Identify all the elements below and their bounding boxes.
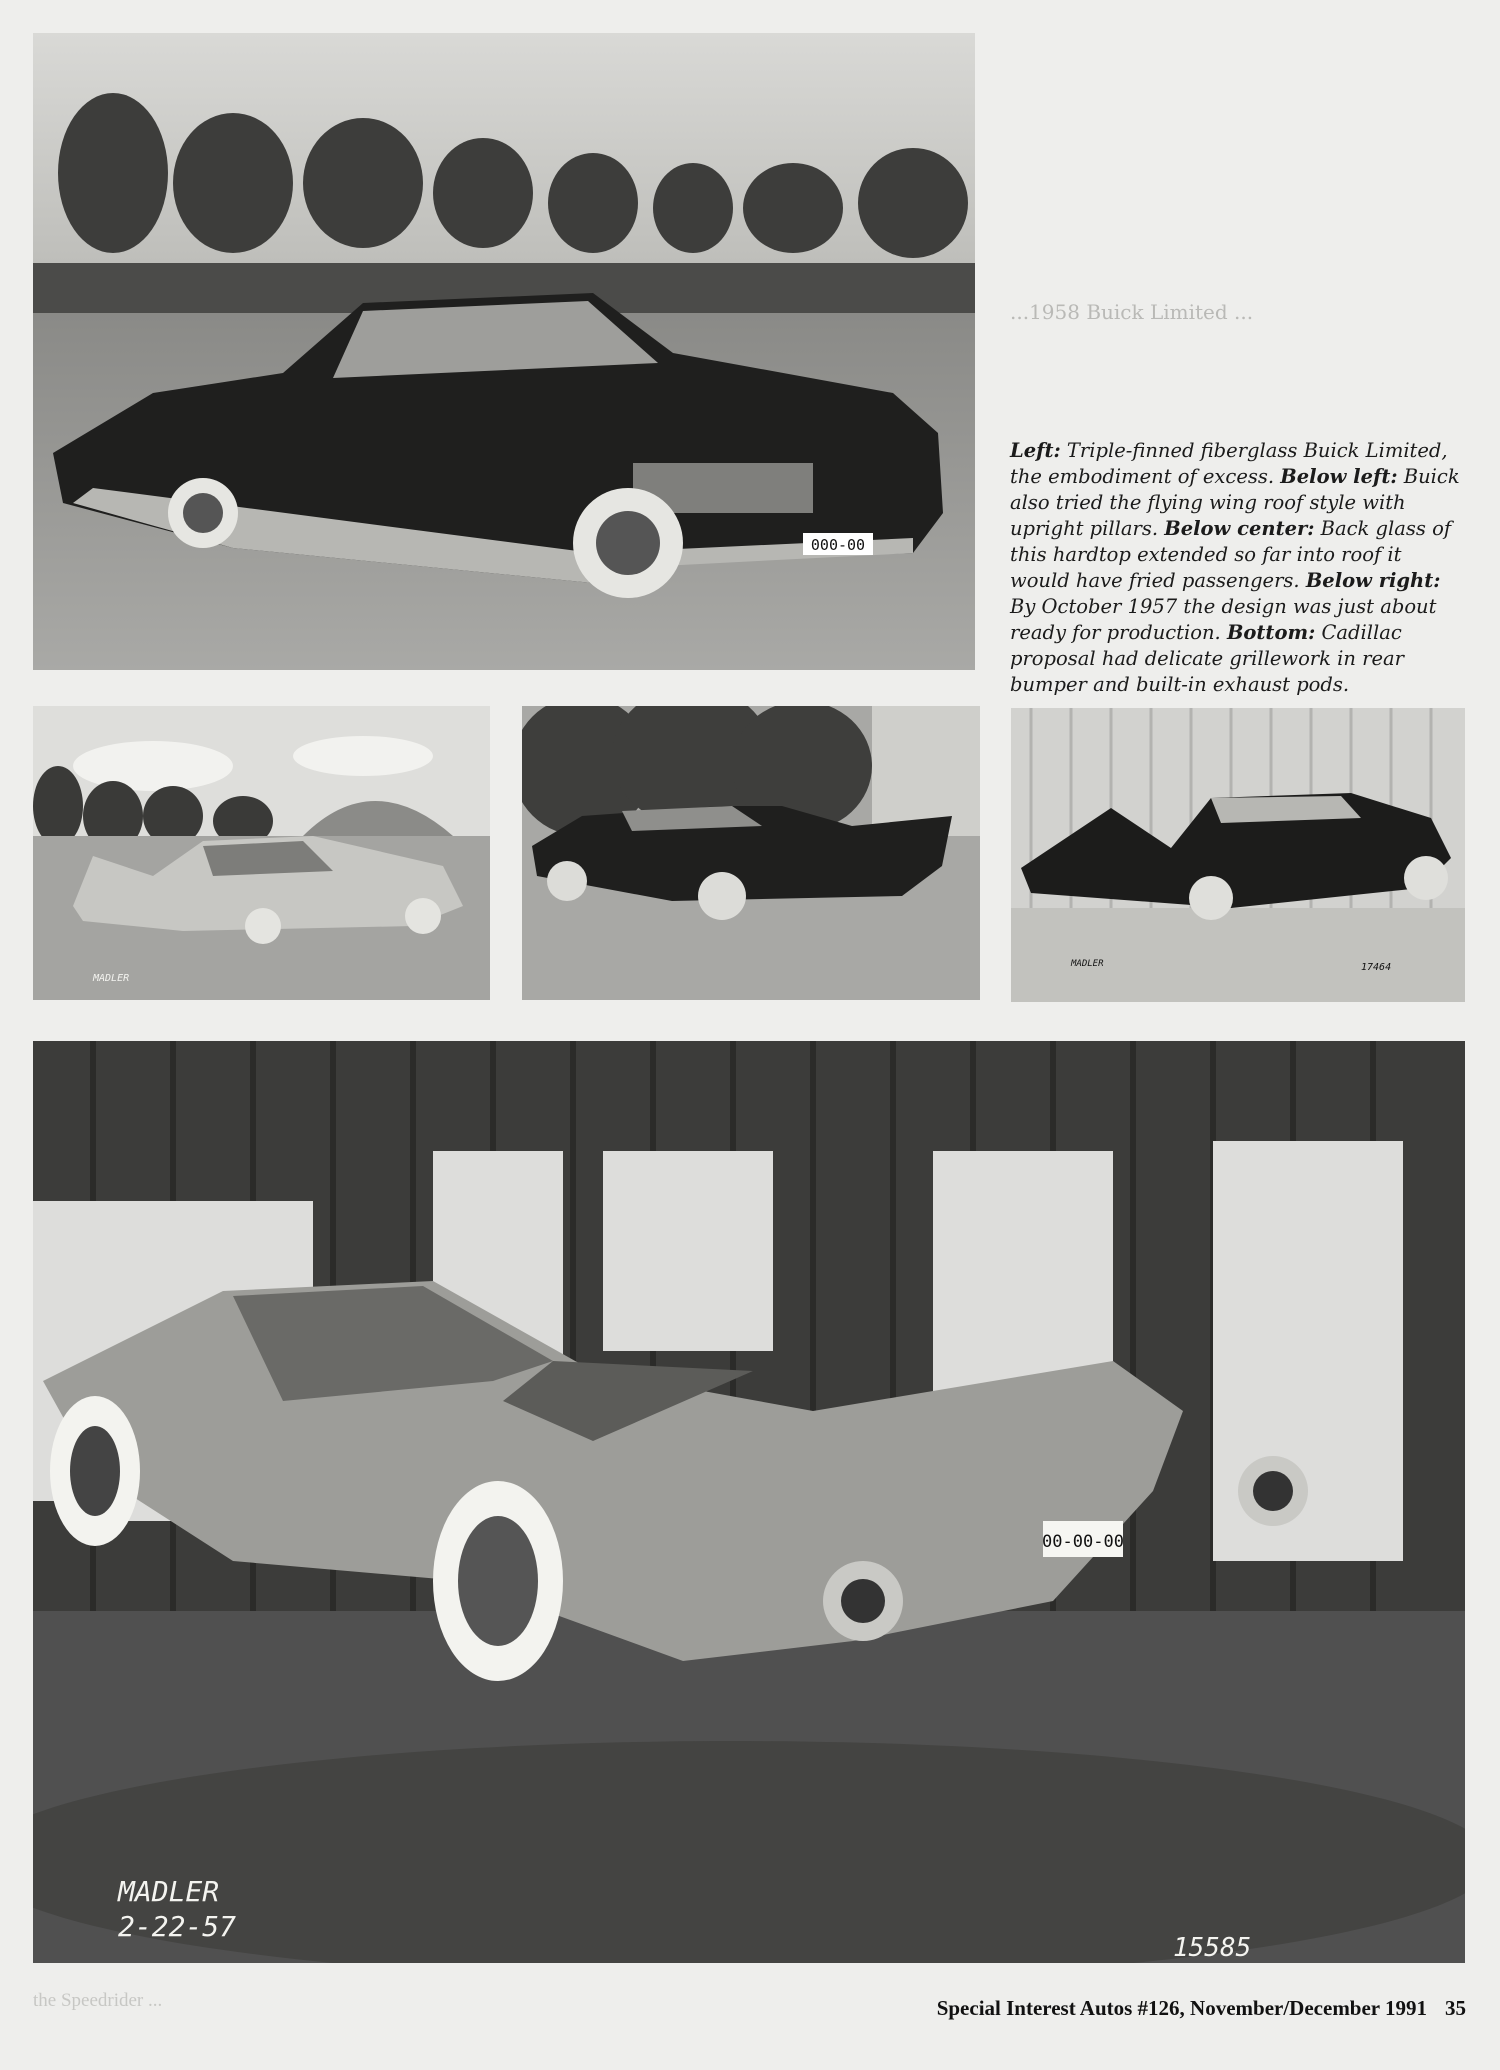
photo-buick-hardtop [522, 706, 980, 1000]
license-plate-text: 000-00 [810, 536, 866, 554]
bleed-through-footer: the Speedrider ... [33, 1990, 163, 2011]
page-footer [937, 1996, 1466, 2021]
caption-text-below-center: Back glass of this hardtop extended so far into roof it would have fried passengers. [1010, 517, 1452, 592]
caption-label-below-center: Below center: [1164, 517, 1315, 540]
caption-label-below-left: Below left: [1280, 465, 1398, 488]
photo-stamp-name: MADLER [118, 1875, 220, 1908]
svg-text:17464: 17464 [1361, 962, 1392, 973]
photo-cadillac-proposal [33, 1041, 1465, 1963]
license-plate-text: 00-00-00 [1042, 1532, 1124, 1552]
photo-number: 15585 [1173, 1933, 1252, 1963]
caption-text-left: Triple-finned fiberglass Buick Limited, the embodiment of excess. [1010, 439, 1448, 488]
photo-buick-flying-wing [33, 706, 490, 1000]
caption-text-bottom: Cadillac proposal had delicate grillework in rear bumper and built-in exhaust pods. [1010, 621, 1404, 696]
svg-text:MADLER: MADLER [93, 973, 130, 984]
bleed-through-text: ...1958 Buick Limited ... [1010, 300, 1254, 324]
photo-stamp-date: 2-22-57 [118, 1910, 237, 1943]
caption-label-left: Left: [1010, 439, 1061, 462]
caption-label-below-right: Below right: [1305, 569, 1441, 592]
caption-text-below-left: Buick also tried the flying wing roof style with upright pillars. [1010, 465, 1460, 540]
page-number: 35 [1445, 1996, 1466, 2020]
caption-text-below-right: By October 1957 the design was just about ready for production. [1010, 595, 1437, 644]
caption-label-bottom: Bottom: [1226, 621, 1316, 644]
svg-text:MADLER: MADLER [1071, 959, 1104, 969]
photo-caption [1010, 438, 1462, 698]
photo-buick-limited [33, 33, 975, 670]
publication-info: Special Interest Autos #126, November/December 1991 [936, 1996, 1427, 2020]
photo-buick-october-1957 [1011, 708, 1465, 1002]
